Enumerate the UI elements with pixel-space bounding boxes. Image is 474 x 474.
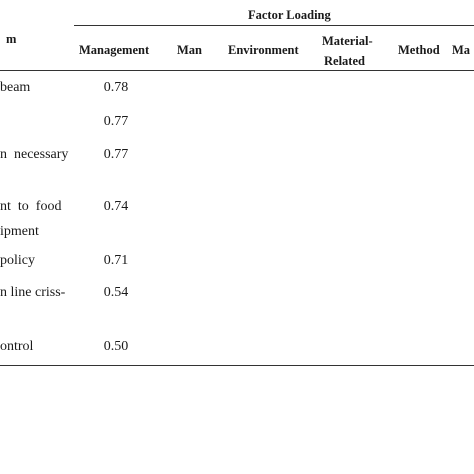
column-header-management: Management [79,43,150,57]
group-header-rule [74,25,474,26]
row-6-management: 0.54 [103,285,129,300]
row-6-item: n line criss- [0,285,66,300]
row-1-item: beam [0,80,31,95]
column-header-environment: Environment [228,43,299,57]
row-5-management: 0.71 [103,253,129,268]
column-header-man: Man [177,43,202,57]
row-7-item: ontrol [0,339,34,354]
row-3-management: 0.77 [103,147,129,162]
column-header-machine: Ma [452,43,471,57]
row-1-management: 0.78 [103,80,129,95]
column-header-rule [0,70,474,71]
row-4-item-line2: ipment [0,224,39,239]
row-3-item: n necessary [0,147,69,162]
row-4-item-line1: nt to food [0,199,62,214]
factor-loading-group-header: Factor Loading [248,8,331,22]
column-header-material-line2: Related [324,54,365,68]
row-4-management: 0.74 [103,199,129,214]
row-2-management: 0.77 [103,114,129,129]
row-7-management: 0.50 [103,339,129,354]
column-header-material-line1: Material- [322,34,373,48]
item-column-header: m [6,32,17,46]
row-5-item: policy [0,253,35,268]
table-bottom-rule [0,365,474,366]
column-header-method: Method [398,43,440,57]
